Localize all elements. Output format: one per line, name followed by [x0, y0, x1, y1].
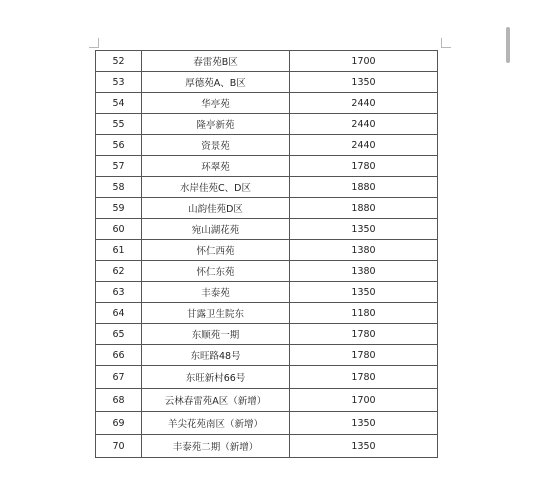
value-cell: 2440: [290, 135, 438, 156]
vertical-scrollbar-thumb[interactable]: [506, 27, 510, 63]
row-number: 56: [96, 135, 142, 156]
value-cell: 1380: [290, 240, 438, 261]
row-number: 67: [96, 366, 142, 389]
row-number: 57: [96, 156, 142, 177]
table-row: [96, 198, 438, 219]
value-cell: 1700: [290, 51, 438, 72]
row-number: 66: [96, 345, 142, 366]
row-number: 61: [96, 240, 142, 261]
table-row: [96, 240, 438, 261]
row-number: 68: [96, 389, 142, 412]
community-name: 怀仁东苑: [142, 261, 290, 282]
table-row: [96, 219, 438, 240]
value-cell: 1350: [290, 412, 438, 435]
table-row: [96, 51, 438, 72]
table-row: [96, 412, 438, 435]
table-row: [96, 72, 438, 93]
table-row: [96, 345, 438, 366]
community-name: 水岸佳苑C、D区: [142, 177, 290, 198]
value-cell: 1880: [290, 198, 438, 219]
community-name: 东旺路48号: [142, 345, 290, 366]
community-name: 怀仁西苑: [142, 240, 290, 261]
table-row: [96, 114, 438, 135]
row-number: 60: [96, 219, 142, 240]
value-cell: 1780: [290, 366, 438, 389]
community-name: 东顺苑一期: [142, 324, 290, 345]
community-name: 隆亭新苑: [142, 114, 290, 135]
community-name: 春雷苑B区: [142, 51, 290, 72]
value-cell: 2440: [290, 114, 438, 135]
row-number: 62: [96, 261, 142, 282]
table-row: [96, 135, 438, 156]
value-cell: 1780: [290, 156, 438, 177]
table-row: [96, 93, 438, 114]
row-number: 69: [96, 412, 142, 435]
value-cell: 1880: [290, 177, 438, 198]
community-name: 羊尖花苑南区（新增）: [142, 412, 290, 435]
value-cell: 1350: [290, 219, 438, 240]
table-row: [96, 156, 438, 177]
value-cell: 2440: [290, 93, 438, 114]
row-number: 55: [96, 114, 142, 135]
community-name: 东旺新村66号: [142, 366, 290, 389]
value-cell: 1700: [290, 389, 438, 412]
row-number: 53: [96, 72, 142, 93]
community-name: 宛山湖花苑: [142, 219, 290, 240]
margin-corner-mark-right: [441, 38, 451, 48]
row-number: 64: [96, 303, 142, 324]
table-row: [96, 177, 438, 198]
table-row: [96, 366, 438, 389]
row-number: 58: [96, 177, 142, 198]
value-cell: 1350: [290, 72, 438, 93]
community-name: 厚德苑A、B区: [142, 72, 290, 93]
row-number: 52: [96, 51, 142, 72]
table-row: [96, 282, 438, 303]
value-cell: 1350: [290, 435, 438, 458]
data-table: [95, 50, 438, 458]
row-number: 70: [96, 435, 142, 458]
community-name: 环翠苑: [142, 156, 290, 177]
table-row: [96, 435, 438, 458]
value-cell: 1780: [290, 345, 438, 366]
value-cell: 1780: [290, 324, 438, 345]
table-row: [96, 389, 438, 412]
community-name: 资景苑: [142, 135, 290, 156]
row-number: 63: [96, 282, 142, 303]
table-row: [96, 303, 438, 324]
row-number: 59: [96, 198, 142, 219]
table-row: [96, 261, 438, 282]
community-name: 云林春雷苑A区（新增）: [142, 389, 290, 412]
community-name: 丰泰苑二期（新增）: [142, 435, 290, 458]
value-cell: 1380: [290, 261, 438, 282]
community-name: 山韵佳苑D区: [142, 198, 290, 219]
value-cell: 1350: [290, 282, 438, 303]
community-name: 甘露卫生院东: [142, 303, 290, 324]
community-name: 丰泰苑: [142, 282, 290, 303]
value-cell: 1180: [290, 303, 438, 324]
community-name: 华亭苑: [142, 93, 290, 114]
table-row: [96, 324, 438, 345]
margin-corner-mark-left: [89, 38, 99, 48]
row-number: 65: [96, 324, 142, 345]
row-number: 54: [96, 93, 142, 114]
